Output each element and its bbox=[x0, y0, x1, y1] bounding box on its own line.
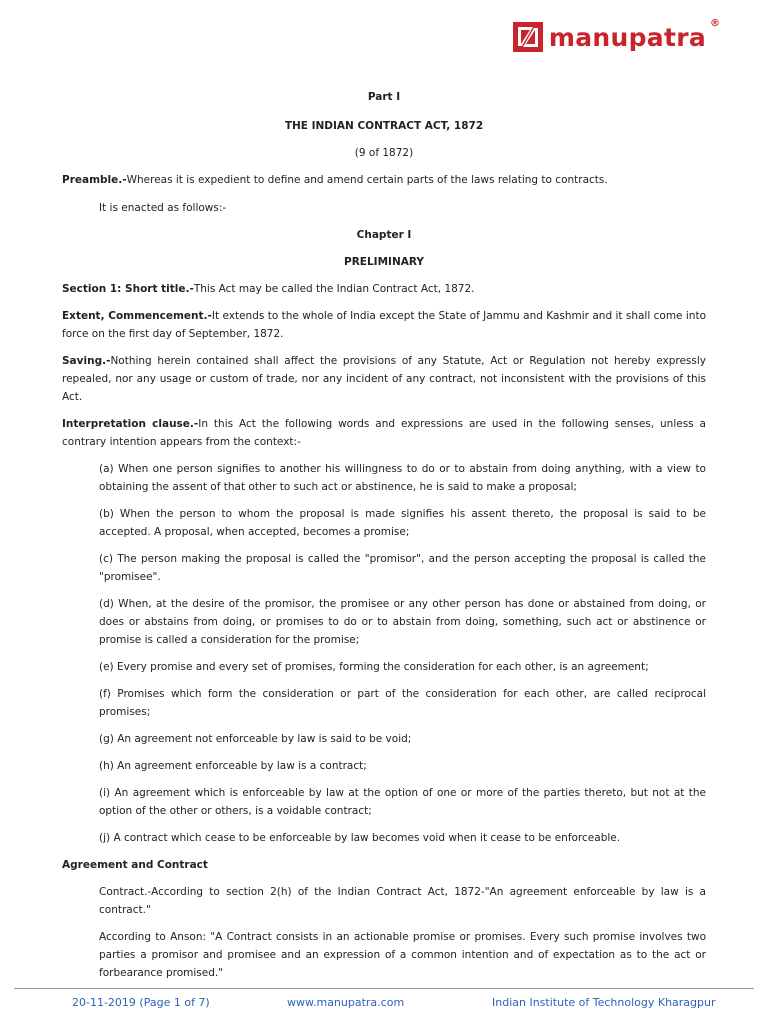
definition-clauses bbox=[62, 460, 706, 847]
manupatra-logo-icon bbox=[513, 22, 543, 52]
chapter-heading: Chapter I bbox=[356, 229, 412, 241]
saving-clause bbox=[62, 352, 706, 406]
clause-d: (d) When, at the desire of the promisor, the promisee or any other person has done or abstained from doing, or does or abstains from doing, or promises to do or to abstain from doing, something, such act or abstinence or promise is called a consideration for the promise; bbox=[99, 598, 706, 646]
saving-label: Saving.- bbox=[62, 355, 111, 367]
clause-c: (c) The person making the proposal is called the "promisor", and the person accepting the proposal is called the "promisee". bbox=[99, 553, 706, 583]
interpretation-text: In this Act the following words and expressions are used in the following senses, unless a contrary intention appears from the context:- bbox=[62, 418, 706, 448]
chapter-title: PRELIMINARY bbox=[344, 256, 424, 268]
extent-commencement bbox=[62, 307, 706, 343]
footer-date-page: 20-11-2019 (Page 1 of 7) bbox=[72, 996, 210, 1009]
document-body bbox=[62, 88, 706, 982]
agreement-paragraph-1: Contract.-According to section 2(h) of the Indian Contract Act, 1872-"An agreement enforceable by law is a contract." bbox=[99, 886, 706, 916]
act-title: THE INDIAN CONTRACT ACT, 1872 bbox=[284, 120, 484, 132]
section-1 bbox=[62, 280, 706, 298]
clause-b: (b) When the person to whom the proposal is made signifies his assent thereto, the proposal is said to be accepted. A proposal, when accepted, becomes a promise; bbox=[99, 508, 706, 538]
interpretation-clause bbox=[62, 415, 706, 451]
enacted-text: It is enacted as follows:- bbox=[99, 202, 227, 214]
clause-g: (g) An agreement not enforceable by law is said to be void; bbox=[99, 733, 412, 745]
preamble-label: Preamble.- bbox=[62, 174, 127, 186]
clause-j: (j) A contract which cease to be enforceable by law becomes void when it cease to be enforceable. bbox=[99, 832, 621, 844]
preamble bbox=[62, 171, 706, 189]
registered-mark: ® bbox=[710, 18, 720, 29]
footer-website-link[interactable]: www.manupatra.com bbox=[287, 996, 405, 1009]
extent-label: Extent, Commencement.- bbox=[62, 310, 212, 322]
logo-wordmark: manupatra bbox=[548, 22, 706, 52]
agreement-heading: Agreement and Contract bbox=[62, 859, 208, 871]
extent-text: It extends to the whole of India except the State of Jammu and Kashmir and it shall come into force on the first day of September, 1872. bbox=[62, 310, 706, 340]
saving-text: Nothing herein contained shall affect the provisions of any Statute, Act or Regulation not hereby expressly repealed, nor any usage or custom of trade, nor any incident of any contract, not inconsistent with the provisions of this Act. bbox=[62, 355, 706, 403]
footer-divider bbox=[14, 988, 754, 989]
part-heading: Part I bbox=[367, 91, 401, 103]
clause-a: (a) When one person signifies to another his willingness to do or to abstain from doing anything, with a view to obtaining the assent of that other to such act or abstinence, he is said to make a proposal; bbox=[99, 463, 706, 493]
section-1-text: This Act may be called the Indian Contract Act, 1872. bbox=[193, 283, 475, 295]
clause-i: (i) An agreement which is enforceable by law at the option of one or more of the parties thereto, but not at the option of the other or others, is a voidable contract; bbox=[99, 787, 706, 817]
clause-e: (e) Every promise and every set of promises, forming the consideration for each other, is an agreement; bbox=[99, 661, 649, 673]
interpretation-label: Interpretation clause.- bbox=[62, 418, 199, 430]
agreement-paragraph-2: According to Anson: "A Contract consists in an actionable promise or promises. Every such promise involves two parties a promisor and promisee and an expression of a common intention and of expectation as to the act or forbearance promised." bbox=[99, 931, 706, 979]
preamble-text: Whereas it is expedient to define and amend certain parts of the laws relating to contracts. bbox=[126, 174, 608, 186]
footer-institution: Indian Institute of Technology Kharagpur bbox=[492, 996, 716, 1009]
manupatra-logo bbox=[513, 18, 720, 52]
section-1-label: Section 1: Short title.- bbox=[62, 283, 194, 295]
clause-h: (h) An agreement enforceable by law is a contract; bbox=[99, 760, 367, 772]
clause-f: (f) Promises which form the consideration or part of the consideration for each other, are called reciprocal promises; bbox=[99, 688, 706, 718]
act-number: (9 of 1872) bbox=[354, 147, 414, 159]
